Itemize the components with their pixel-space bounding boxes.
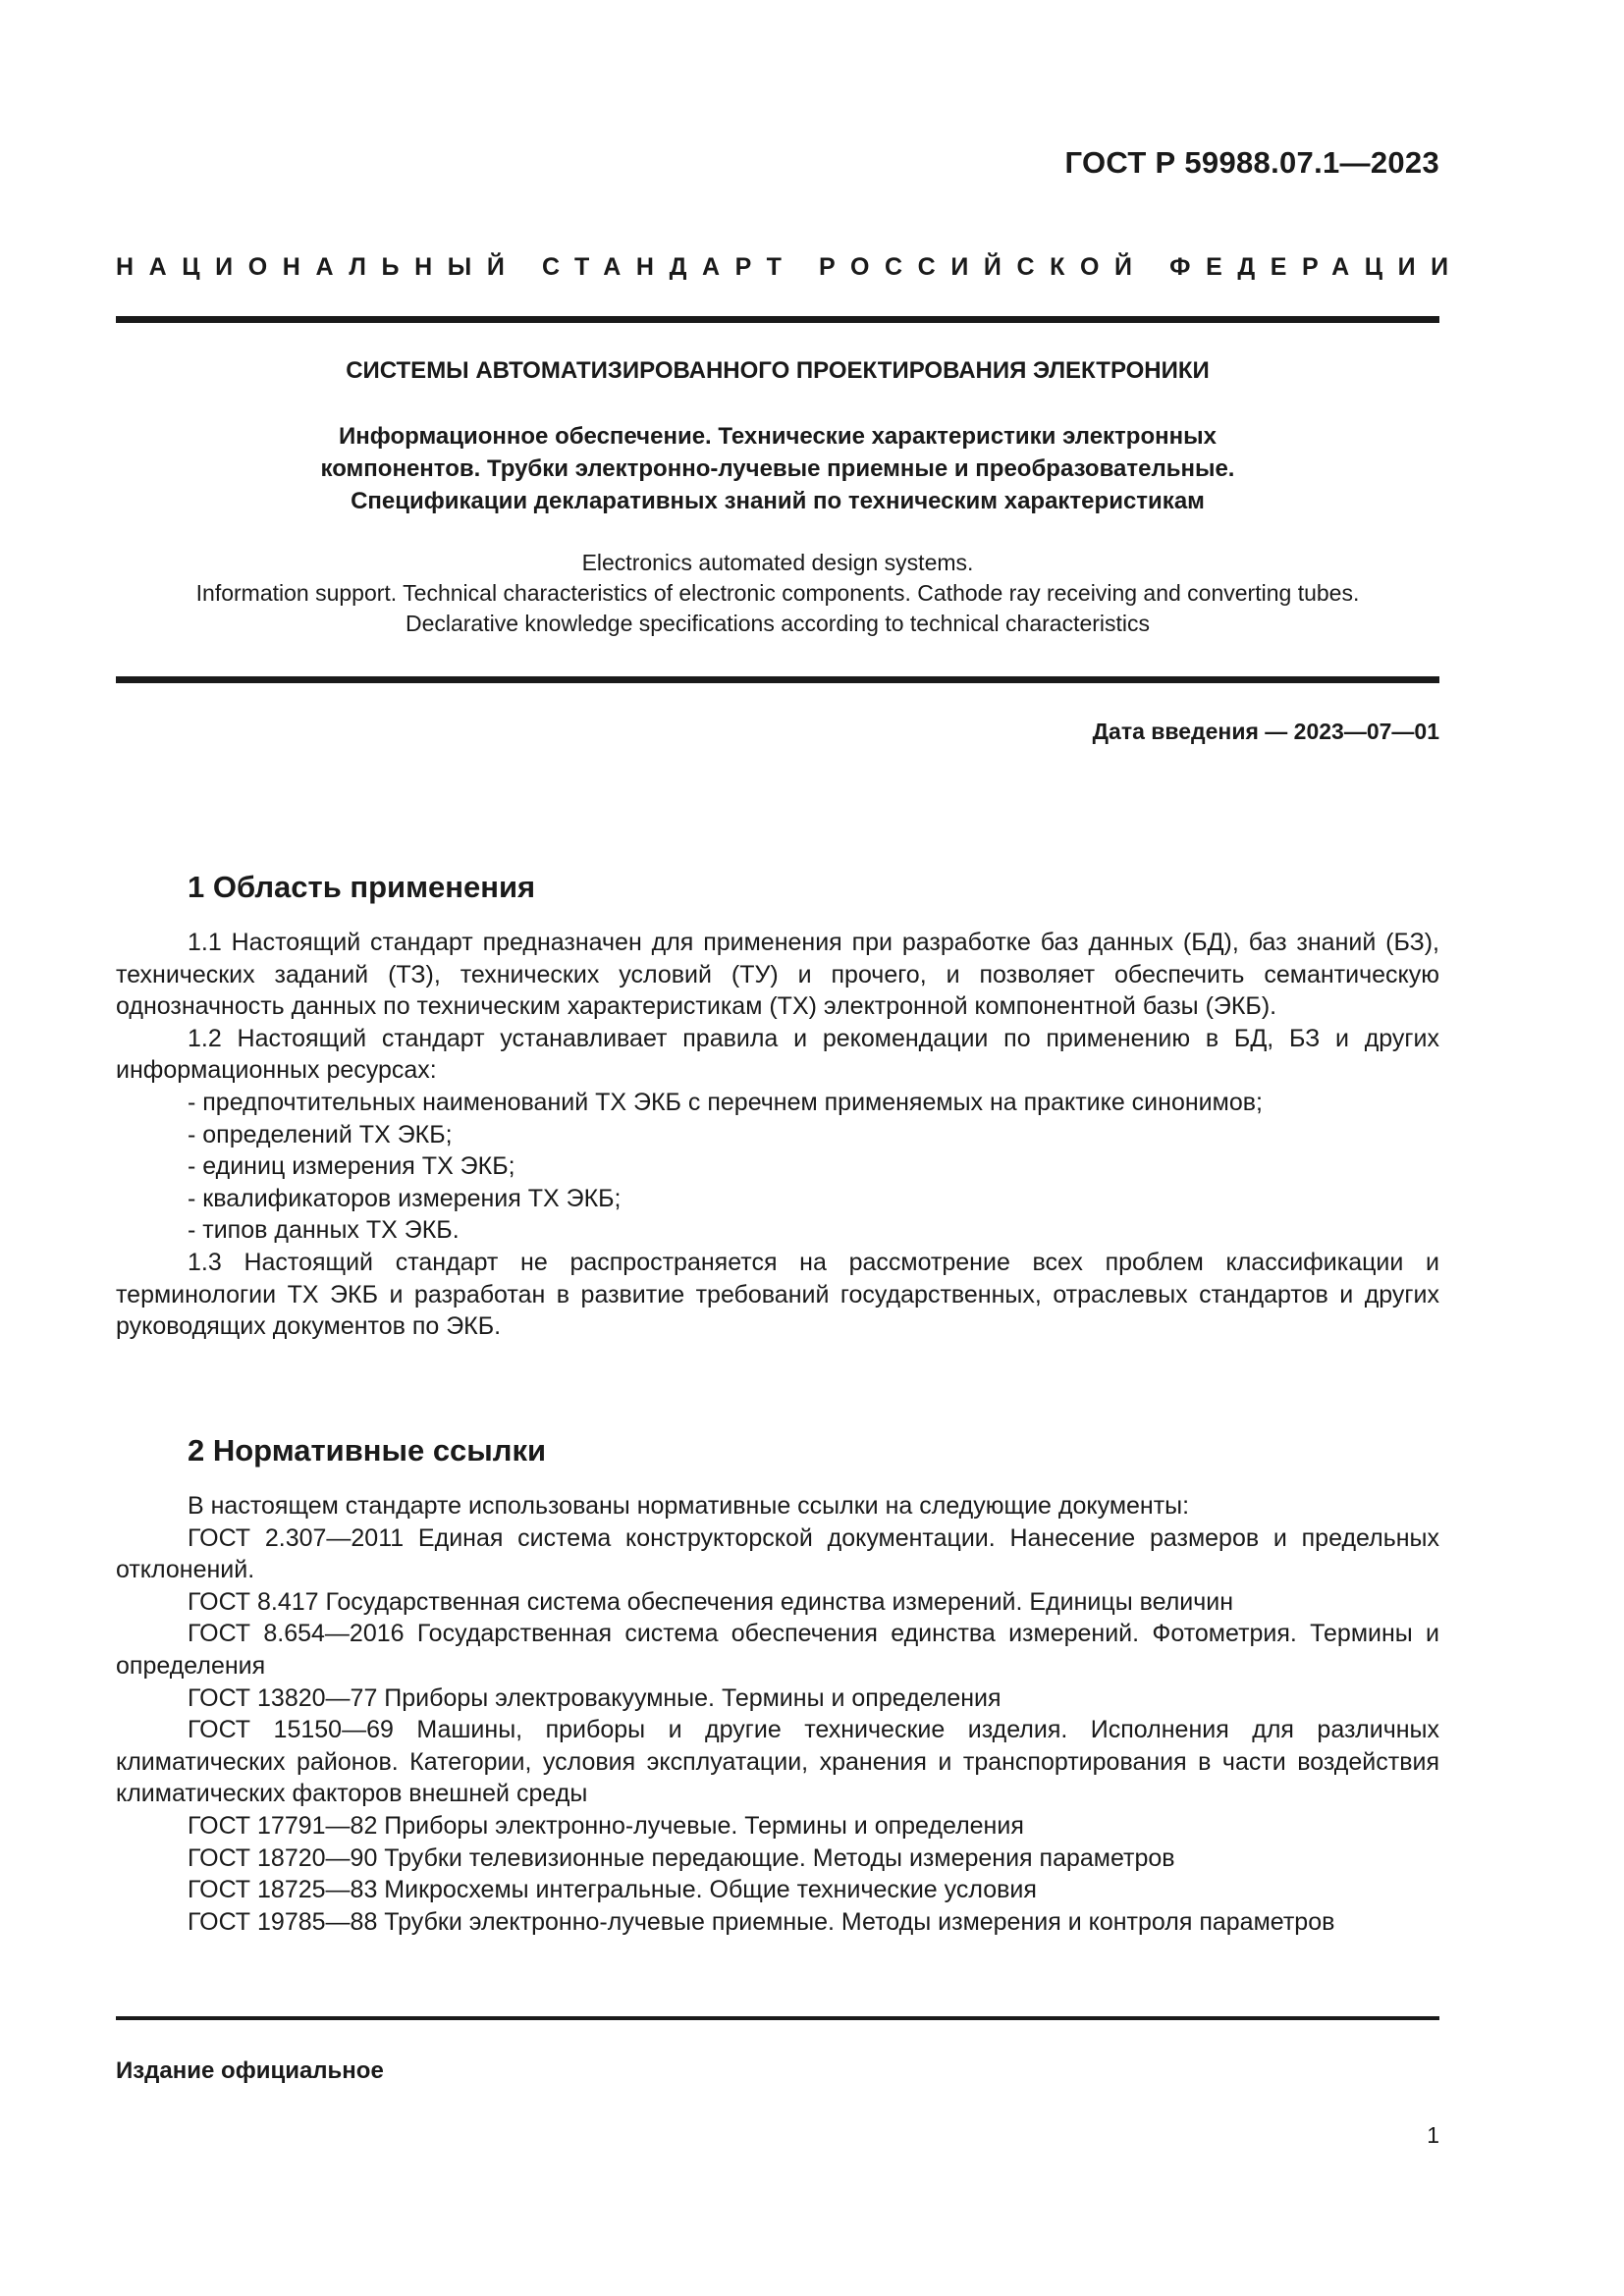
page-number: 1 (1427, 2122, 1439, 2148)
english-title (116, 548, 1439, 639)
list-item: - квалификаторов измерения ТХ ЭКБ; (188, 1184, 622, 1212)
section-2-heading: 2 Нормативные ссылки (188, 1433, 547, 1468)
reference-item: ГОСТ 19785—88 Трубки электронно-лучевые приемные. Методы измерения и контроля параметров (188, 1907, 1335, 1936)
reference-item: ГОСТ 18720—90 Трубки телевизионные передающие. Методы измерения параметров (188, 1843, 1175, 1872)
subtitle-line: компонентов. Трубки электронно-лучевые приемные и преобразовательные. (320, 455, 1235, 482)
paragraph-1-3: 1.3 Настоящий стандарт не распространяется на рассмотрение всех проблем классификации и терминологии ТХ ЭКБ и разработан в развитие требований государственных, отраслевых стандартов и других руководящих документов по ЭКБ. (116, 1248, 1439, 1341)
subtitle-line: Информационное обеспечение. Технические характеристики электронных (339, 423, 1217, 450)
list-item: - типов данных ТХ ЭКБ. (188, 1216, 460, 1245)
top-rule (116, 316, 1439, 323)
english-title-line: Electronics automated design systems. (581, 550, 974, 575)
reference-item: ГОСТ 15150—69 Машины, приборы и другие технические изделия. Исполнения для различных климатических районов. Категории, условия эксплуатации, хранения и транспортирования в части воздействия климатических факторов внешней среды (116, 1716, 1439, 1808)
footer-rule (116, 2016, 1439, 2020)
title-rule (116, 676, 1439, 683)
standard-title: СИСТЕМЫ АВТОМАТИЗИРОВАННОГО ПРОЕКТИРОВАНИЯ ЭЛЕКТРОНИКИ (346, 357, 1210, 384)
document-number: ГОСТ Р 59988.07.1—2023 (1064, 145, 1439, 180)
national-standard-banner: НАЦИОНАЛЬНЫЙ СТАНДАРТ РОССИЙСКОЙ ФЕДЕРАЦИИ (116, 253, 1464, 281)
paragraph-1-2: 1.2 Настоящий стандарт устанавливает правила и рекомендации по применению в БД, БЗ и других информационных ресурсах: (116, 1024, 1439, 1085)
list-item: - определений ТХ ЭКБ; (188, 1120, 453, 1148)
reference-item: ГОСТ 8.654—2016 Государственная система обеспечения единства измерений. Фотометрия. Термины и определения (116, 1620, 1439, 1680)
introduction-date: Дата введения — 2023—07—01 (1092, 719, 1439, 744)
english-title-line: Information support. Technical characteristics of electronic components. Cathode ray receiving and converting tubes. (195, 580, 1360, 606)
reference-item: ГОСТ 8.417 Государственная система обеспечения единства измерений. Единицы величин (188, 1587, 1234, 1616)
official-edition-label: Издание официальное (116, 2057, 384, 2084)
reference-item: ГОСТ 17791—82 Приборы электронно-лучевые. Термины и определения (188, 1811, 1024, 1840)
paragraph-1-1: 1.1 Настоящий стандарт предназначен для применения при разработке баз данных (БД), баз знаний (БЗ), технических заданий (ТЗ), технических условий (ТУ) и прочего, и позволяет обеспечить семантическую однозначность данных по техническим характеристикам (ТХ) электронной компонентной базы (ЭКБ). (116, 929, 1439, 1021)
reference-item: ГОСТ 13820—77 Приборы электровакуумные. Термины и определения (188, 1683, 1001, 1712)
references-intro: В настоящем стандарте использованы нормативные ссылки на следующие документы: (188, 1492, 1190, 1520)
subtitle-line: Спецификации декларативных знаний по техническим характеристикам (351, 488, 1205, 514)
standard-subtitle (116, 420, 1439, 517)
reference-item: ГОСТ 18725—83 Микросхемы интегральные. Общие технические условия (188, 1876, 1037, 1904)
section-1-heading: 1 Область применения (188, 870, 536, 904)
list-item: - единиц измерения ТХ ЭКБ; (188, 1152, 515, 1181)
english-title-line: Declarative knowledge specifications according to technical characteristics (405, 611, 1151, 636)
section-2-body (116, 1490, 1439, 1938)
list-item: - предпочтительных наименований ТХ ЭКБ с перечнем применяемых на практике синонимов; (188, 1088, 1263, 1116)
section-1-body (116, 927, 1439, 1343)
reference-item: ГОСТ 2.307—2011 Единая система конструкторской документации. Нанесение размеров и предельных отклонений. (116, 1523, 1439, 1584)
